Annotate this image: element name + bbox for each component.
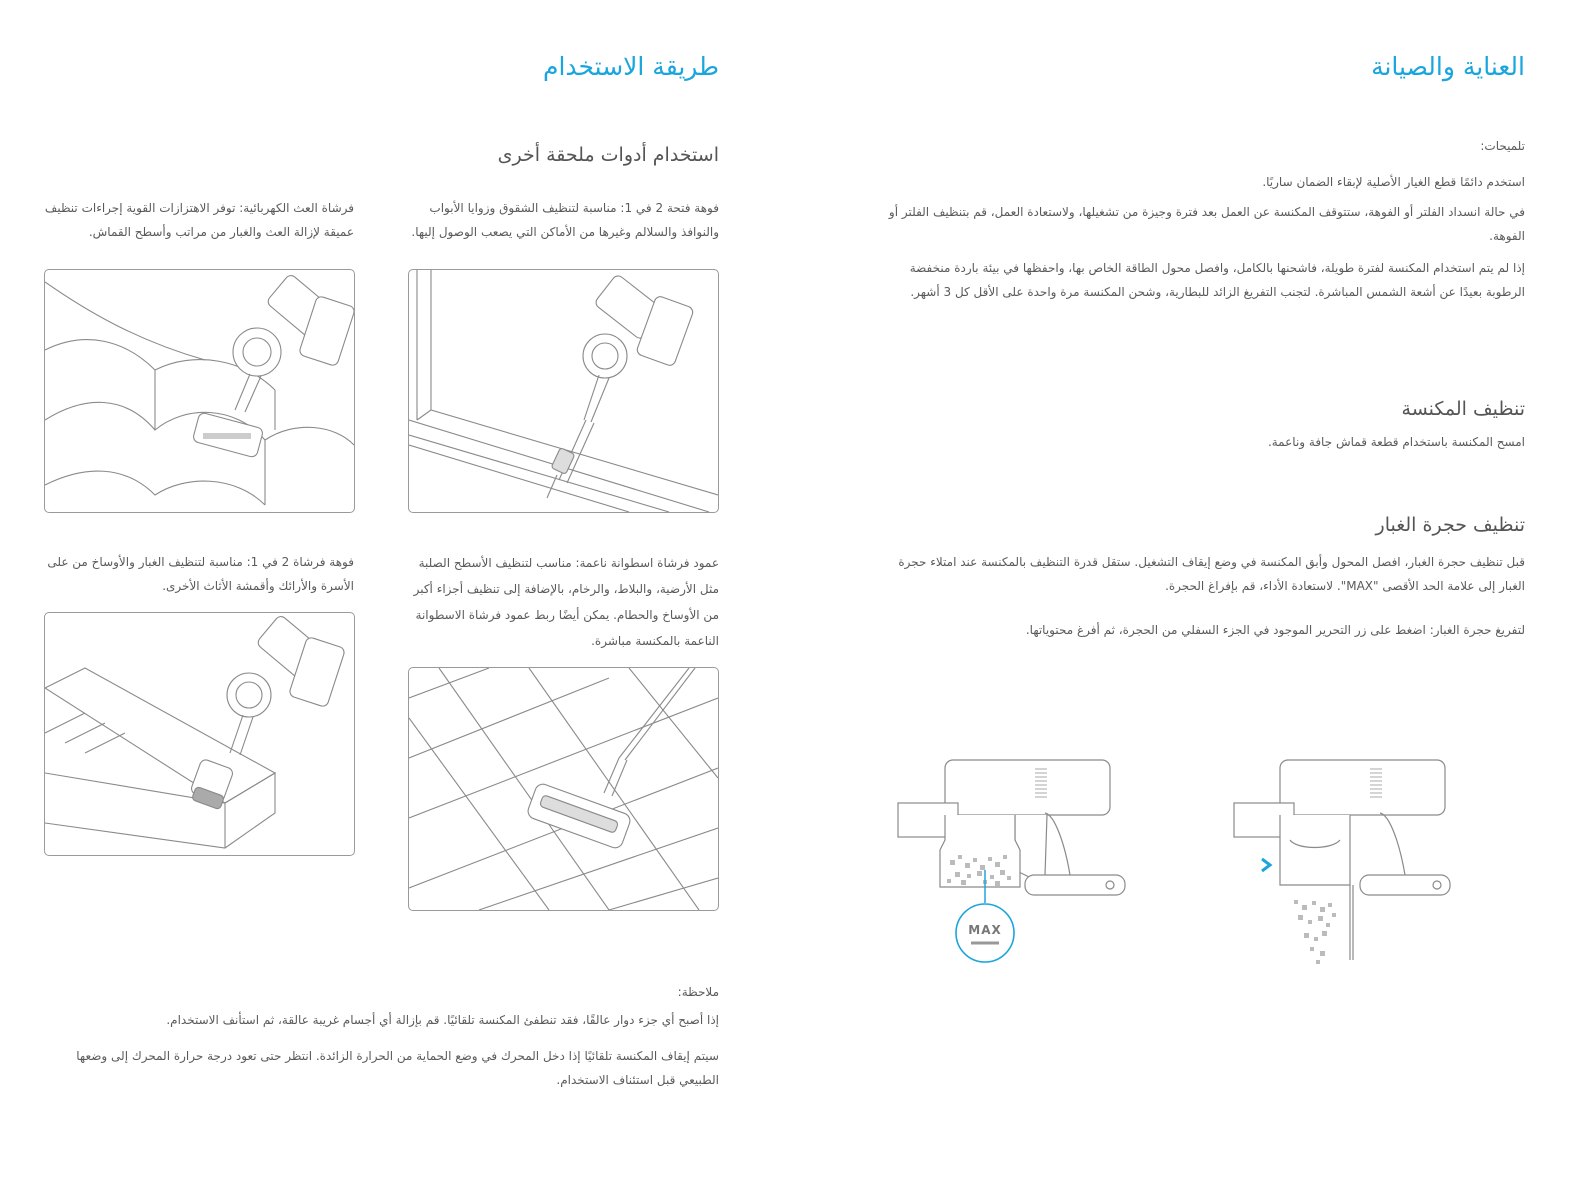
brush-nozzle-illustration (44, 612, 355, 856)
tip-2: في حالة انسداد الفلتر أو الفوهة، ستتوقف المكنسة عن العمل بعد فترة وجيزة من تشغيلها، ولاستعادة العمل، قم بتنظيف الفلتر أو الفوهة. (888, 205, 1525, 243)
soft-roller-illustration (408, 667, 719, 911)
dustbin-emptying-illustration (1232, 755, 1462, 970)
dustbin-heading: تنظيف حجرة الغبار (1375, 514, 1525, 536)
note-label: ملاحظة: (677, 985, 719, 999)
mite-brush-illustration (44, 269, 355, 513)
max-label: MAX (968, 923, 1002, 937)
caption-soft-roller: عمود فرشاة اسطوانة ناعمة: مناسب لتنظيف الأسطح الصلبة مثل الأرضية، والبلاط، والرخام، بالإضافة إلى تنظيف أجزاء أكبر من الأوساخ والحطام. يمكن أيضًا ربط عمود فرشاة الاسطوانة الناعمة بالمكنسة مباشرة. (413, 556, 719, 648)
note-1: إذا أصبح أي جزء دوار عالقًا، فقد تنطفئ المكنسة تلقائيًا. قم بإزالة أي أجسام غريبة عالقة، ثم استأنف الاستخدام. (166, 1013, 719, 1027)
tips-label: تلميحات: (1480, 139, 1525, 153)
cleaning-heading: تنظيف المكنسة (1401, 398, 1525, 420)
tip-1: استخدم دائمًا قطع الغيار الأصلية لإبقاء الضمان ساريًا. (1262, 175, 1525, 189)
caption-crevice-nozzle: فوهة فتحة 2 في 1: مناسبة لتنظيف الشقوق وزوايا الأبواب والنوافذ والسلالم وغيرها من الأماكن التي يصعب الوصول إليها. (411, 201, 719, 239)
caption-brush-nozzle: فوهة فرشاة 2 في 1: مناسبة لتنظيف الغبار والأوساخ من على الأسرة والأرائك وأقمشة الأثاث الأخرى. (47, 555, 354, 593)
dustbin-text-2: لتفريغ حجرة الغبار: اضغط على زر التحرير الموجود في الجزء السفلي من الحجرة، ثم أفرغ محتوياتها. (1025, 623, 1525, 637)
care-title: العناية والصيانة (1371, 52, 1525, 81)
note-2: سيتم إيقاف المكنسة تلقائيًا إذا دخل المحرك في وضع الحماية من الحرارة الزائدة. انتظر حتى تعود درجة حرارة المحرك إلى وضعها الطبيعي قبل استئناف الاستخدام. (76, 1049, 719, 1087)
usage-title: طريقة الاستخدام (542, 52, 719, 81)
accessories-heading: استخدام أدوات ملحقة أخرى (497, 144, 719, 166)
cleaning-text: امسح المكنسة باستخدام قطعة قماش جافة وناعمة. (1267, 435, 1525, 449)
caption-mite-brush: فرشاة العث الكهربائية: توفر الاهتزازات القوية إجراءات تنظيف عميقة لإزالة العث والغبار من مراتب وأسطح القماش. (44, 201, 354, 239)
tip-3: إذا لم يتم استخدام المكنسة لفترة طويلة، فاشحنها بالكامل، وافصل محول الطاقة الخاص بها، واحفظها في بيئة باردة منخفضة الرطوبة بعيدًا عن أشعة الشمس المباشرة. لتجنب التفريغ الزائد للبطارية، وشحن المكنسة مرة واحدة على الأقل كل 3 أشهر. (909, 261, 1525, 299)
dustbin-full-illustration (895, 755, 1135, 970)
dustbin-text-1: قبل تنظيف حجرة الغبار، افصل المحول وأبق المكنسة في وضع إيقاف التشغيل. ستقل قدرة التنظيف بالمكنسة عند امتلاء حجرة الغبار إلى علامة الحد الأقصى "MAX". لاستعادة الأداء، قم بإفراغ الحجرة. (898, 555, 1525, 593)
crevice-nozzle-illustration (408, 269, 719, 513)
